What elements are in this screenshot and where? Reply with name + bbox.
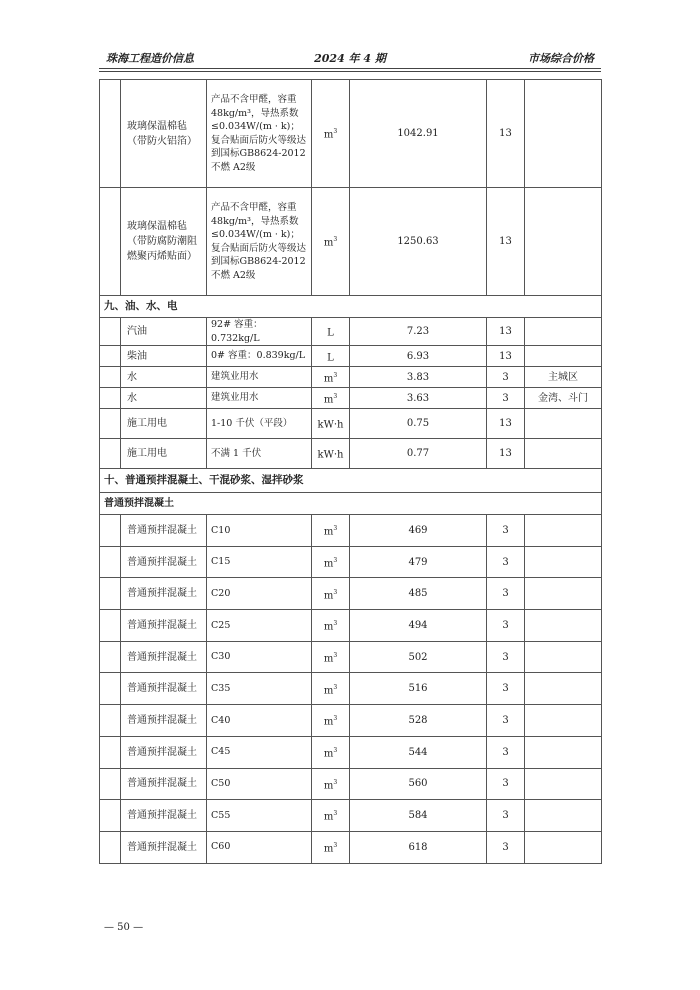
row-index-cell <box>100 318 121 346</box>
item-name-cell: 普通预拌混凝土 <box>121 736 207 768</box>
table-row <box>100 409 602 439</box>
item-tax-cell: 13 <box>487 439 525 469</box>
unit-superscript: 3 <box>333 371 338 379</box>
row-index-cell <box>100 578 121 610</box>
item-price-cell: 1250.63 <box>350 188 487 296</box>
item-spec-cell: C60 <box>207 831 312 863</box>
item-unit-cell: $m^3$ <box>312 188 350 296</box>
item-note-cell <box>525 546 602 578</box>
item-note-cell <box>525 610 602 642</box>
unit-superscript: 3 <box>333 128 338 136</box>
unit-superscript: 3 <box>333 778 338 786</box>
unit-superscript: 3 <box>333 556 338 564</box>
item-price-cell: 1042.91 <box>350 80 487 188</box>
unit-superscript: 3 <box>333 746 338 754</box>
item-name-cell: 普通预拌混凝土 <box>121 546 207 578</box>
item-spec-cell: C20 <box>207 578 312 610</box>
item-spec-cell: C35 <box>207 673 312 705</box>
item-note-cell <box>525 515 602 547</box>
item-spec-cell: 建筑业用水 <box>207 388 312 409</box>
item-unit-cell: $m^3$ <box>312 515 350 547</box>
item-unit-cell: kW·h <box>312 439 350 469</box>
table-row <box>100 439 602 469</box>
table-row <box>100 768 602 800</box>
item-price-cell: 479 <box>350 546 487 578</box>
subsection-heading-label: 普通预拌混凝土 <box>100 493 602 515</box>
row-index-cell <box>100 800 121 832</box>
item-tax-cell: 3 <box>487 705 525 737</box>
item-spec-cell: C10 <box>207 515 312 547</box>
item-price-cell: 516 <box>350 673 487 705</box>
item-tax-cell: 13 <box>487 318 525 346</box>
item-note-cell <box>525 409 602 439</box>
page-number: — 50 — <box>104 922 144 933</box>
item-name-cell: 普通预拌混凝土 <box>121 768 207 800</box>
table-row <box>100 188 602 296</box>
item-price-cell: 618 <box>350 831 487 863</box>
item-note-cell <box>525 439 602 469</box>
item-spec-cell: 92# 容重：0.732kg/L <box>207 318 312 346</box>
table-row <box>100 515 602 547</box>
unit-superscript: 3 <box>333 525 338 533</box>
item-note-cell <box>525 736 602 768</box>
item-price-cell: 6.93 <box>350 346 487 367</box>
item-price-cell: 485 <box>350 578 487 610</box>
item-unit-cell: kW·h <box>312 409 350 439</box>
unit-superscript: 3 <box>333 810 338 818</box>
item-price-cell: 0.75 <box>350 409 487 439</box>
item-unit-cell: $m^3$ <box>312 578 350 610</box>
item-tax-cell: 3 <box>487 673 525 705</box>
item-unit-cell: $m^3$ <box>312 736 350 768</box>
table-row <box>100 610 602 642</box>
item-name-cell: 柴油 <box>121 346 207 367</box>
item-price-cell: 7.23 <box>350 318 487 346</box>
item-name-cell: 水 <box>121 367 207 388</box>
row-index-cell <box>100 546 121 578</box>
table-row <box>100 736 602 768</box>
item-spec-cell: C30 <box>207 641 312 673</box>
table-row <box>100 318 602 346</box>
item-unit-cell: $m^3$ <box>312 641 350 673</box>
item-name-cell: 普通预拌混凝土 <box>121 800 207 832</box>
item-unit-cell: $m^3$ <box>312 367 350 388</box>
row-index-cell <box>100 768 121 800</box>
item-name-cell: 施工用电 <box>121 439 207 469</box>
item-spec-cell: 不满 1 千伏 <box>207 439 312 469</box>
table-row <box>100 80 602 188</box>
table-row <box>100 673 602 705</box>
item-price-cell: 528 <box>350 705 487 737</box>
item-note-cell <box>525 831 602 863</box>
row-index-cell <box>100 736 121 768</box>
unit-superscript: 3 <box>333 588 338 596</box>
table-row <box>100 831 602 863</box>
item-spec-cell: 产品不含甲醛，容重48kg/m³，导热系数≤0.034W/(m · k)；复合贴面后防火等级达到国标GB8624-2012 不燃 A2级 <box>207 188 312 296</box>
unit-superscript: 3 <box>333 651 338 659</box>
item-spec-cell: C15 <box>207 546 312 578</box>
header-rule-thin <box>99 71 601 72</box>
row-index-cell <box>100 388 121 409</box>
item-tax-cell: 3 <box>487 515 525 547</box>
item-price-cell: 494 <box>350 610 487 642</box>
row-index-cell <box>100 610 121 642</box>
unit-superscript: 3 <box>333 392 338 400</box>
item-name-cell: 普通预拌混凝土 <box>121 673 207 705</box>
item-tax-cell: 3 <box>487 546 525 578</box>
item-note-cell <box>525 318 602 346</box>
item-tax-cell: 13 <box>487 409 525 439</box>
item-tax-cell: 3 <box>487 610 525 642</box>
item-tax-cell: 3 <box>487 831 525 863</box>
row-index-cell <box>100 831 121 863</box>
unit-superscript: 3 <box>333 236 338 244</box>
item-tax-cell: 3 <box>487 578 525 610</box>
item-unit-cell: L <box>312 318 350 346</box>
item-name-cell: 普通预拌混凝土 <box>121 515 207 547</box>
unit-superscript: 3 <box>333 683 338 691</box>
item-spec-cell: C45 <box>207 736 312 768</box>
item-note-cell <box>525 578 602 610</box>
item-spec-cell: C40 <box>207 705 312 737</box>
item-note-cell <box>525 188 602 296</box>
price-table <box>99 79 602 864</box>
table-row <box>100 705 602 737</box>
row-index-cell <box>100 80 121 188</box>
item-unit-cell: $m^3$ <box>312 546 350 578</box>
item-tax-cell: 3 <box>487 768 525 800</box>
item-name-cell: 普通预拌混凝土 <box>121 705 207 737</box>
table-row <box>100 578 602 610</box>
item-price-cell: 0.77 <box>350 439 487 469</box>
item-name-cell: 汽油 <box>121 318 207 346</box>
table-row <box>100 641 602 673</box>
item-price-cell: 3.83 <box>350 367 487 388</box>
row-index-cell <box>100 673 121 705</box>
item-name-cell: 玻璃保温棉毡（带防火铝箔） <box>121 80 207 188</box>
header-issue: 2024 年 4 期 <box>314 52 386 65</box>
header-publication-title: 珠海工程造价信息 <box>106 52 194 65</box>
header-section-title: 市场综合价格 <box>528 52 594 65</box>
item-tax-cell: 13 <box>487 80 525 188</box>
item-price-cell: 584 <box>350 800 487 832</box>
item-tax-cell: 3 <box>487 800 525 832</box>
row-index-cell <box>100 346 121 367</box>
item-spec-cell: 1-10 千伏（平段） <box>207 409 312 439</box>
item-spec-cell: C50 <box>207 768 312 800</box>
item-name-cell: 普通预拌混凝土 <box>121 610 207 642</box>
section-heading <box>100 296 602 318</box>
subsection-heading <box>100 493 602 515</box>
item-spec-cell: C55 <box>207 800 312 832</box>
unit-superscript: 3 <box>333 715 338 723</box>
item-note-cell <box>525 705 602 737</box>
item-unit-cell: $m^3$ <box>312 831 350 863</box>
item-unit-cell: $m^3$ <box>312 388 350 409</box>
row-index-cell <box>100 515 121 547</box>
section-heading <box>100 469 602 493</box>
item-tax-cell: 3 <box>487 641 525 673</box>
row-index-cell <box>100 641 121 673</box>
item-tax-cell: 3 <box>487 736 525 768</box>
item-unit-cell: $m^3$ <box>312 768 350 800</box>
item-price-cell: 469 <box>350 515 487 547</box>
table-row <box>100 367 602 388</box>
item-note-cell <box>525 80 602 188</box>
row-index-cell <box>100 705 121 737</box>
item-name-cell: 普通预拌混凝土 <box>121 641 207 673</box>
item-unit-cell: $m^3$ <box>312 800 350 832</box>
row-index-cell <box>100 188 121 296</box>
item-tax-cell: 13 <box>487 188 525 296</box>
item-spec-cell: C25 <box>207 610 312 642</box>
section-heading-label: 十、普通预拌混凝土、干混砂浆、湿拌砂浆 <box>100 469 602 493</box>
item-note-cell <box>525 346 602 367</box>
item-spec-cell: 建筑业用水 <box>207 367 312 388</box>
item-note-cell: 主城区 <box>525 367 602 388</box>
table-row <box>100 800 602 832</box>
item-unit-cell: $m^3$ <box>312 673 350 705</box>
item-price-cell: 3.63 <box>350 388 487 409</box>
item-name-cell: 普通预拌混凝土 <box>121 831 207 863</box>
row-index-cell <box>100 409 121 439</box>
item-note-cell <box>525 800 602 832</box>
item-price-cell: 502 <box>350 641 487 673</box>
item-name-cell: 水 <box>121 388 207 409</box>
table-row <box>100 346 602 367</box>
row-index-cell <box>100 367 121 388</box>
item-spec-cell: 产品不含甲醛，容重48kg/m³，导热系数≤0.034W/(m · k)；复合贴面后防火等级达到国标GB8624-2012 不燃 A2级 <box>207 80 312 188</box>
item-tax-cell: 13 <box>487 346 525 367</box>
unit-superscript: 3 <box>333 842 338 850</box>
item-unit-cell: $m^3$ <box>312 705 350 737</box>
item-note-cell <box>525 641 602 673</box>
table-row <box>100 546 602 578</box>
item-name-cell: 普通预拌混凝土 <box>121 578 207 610</box>
item-name-cell: 玻璃保温棉毡（带防腐防潮阻燃聚丙烯贴面） <box>121 188 207 296</box>
item-tax-cell: 3 <box>487 388 525 409</box>
table-row <box>100 388 602 409</box>
item-spec-cell: 0# 容重：0.839kg/L <box>207 346 312 367</box>
item-unit-cell: $m^3$ <box>312 80 350 188</box>
unit-superscript: 3 <box>333 620 338 628</box>
item-unit-cell: $m^3$ <box>312 610 350 642</box>
item-note-cell <box>525 768 602 800</box>
item-tax-cell: 3 <box>487 367 525 388</box>
item-price-cell: 544 <box>350 736 487 768</box>
item-name-cell: 施工用电 <box>121 409 207 439</box>
item-note-cell <box>525 673 602 705</box>
item-note-cell: 金湾、斗门 <box>525 388 602 409</box>
row-index-cell <box>100 439 121 469</box>
item-price-cell: 560 <box>350 768 487 800</box>
section-heading-label: 九、油、水、电 <box>100 296 602 318</box>
header-rule <box>99 68 601 69</box>
item-unit-cell: L <box>312 346 350 367</box>
